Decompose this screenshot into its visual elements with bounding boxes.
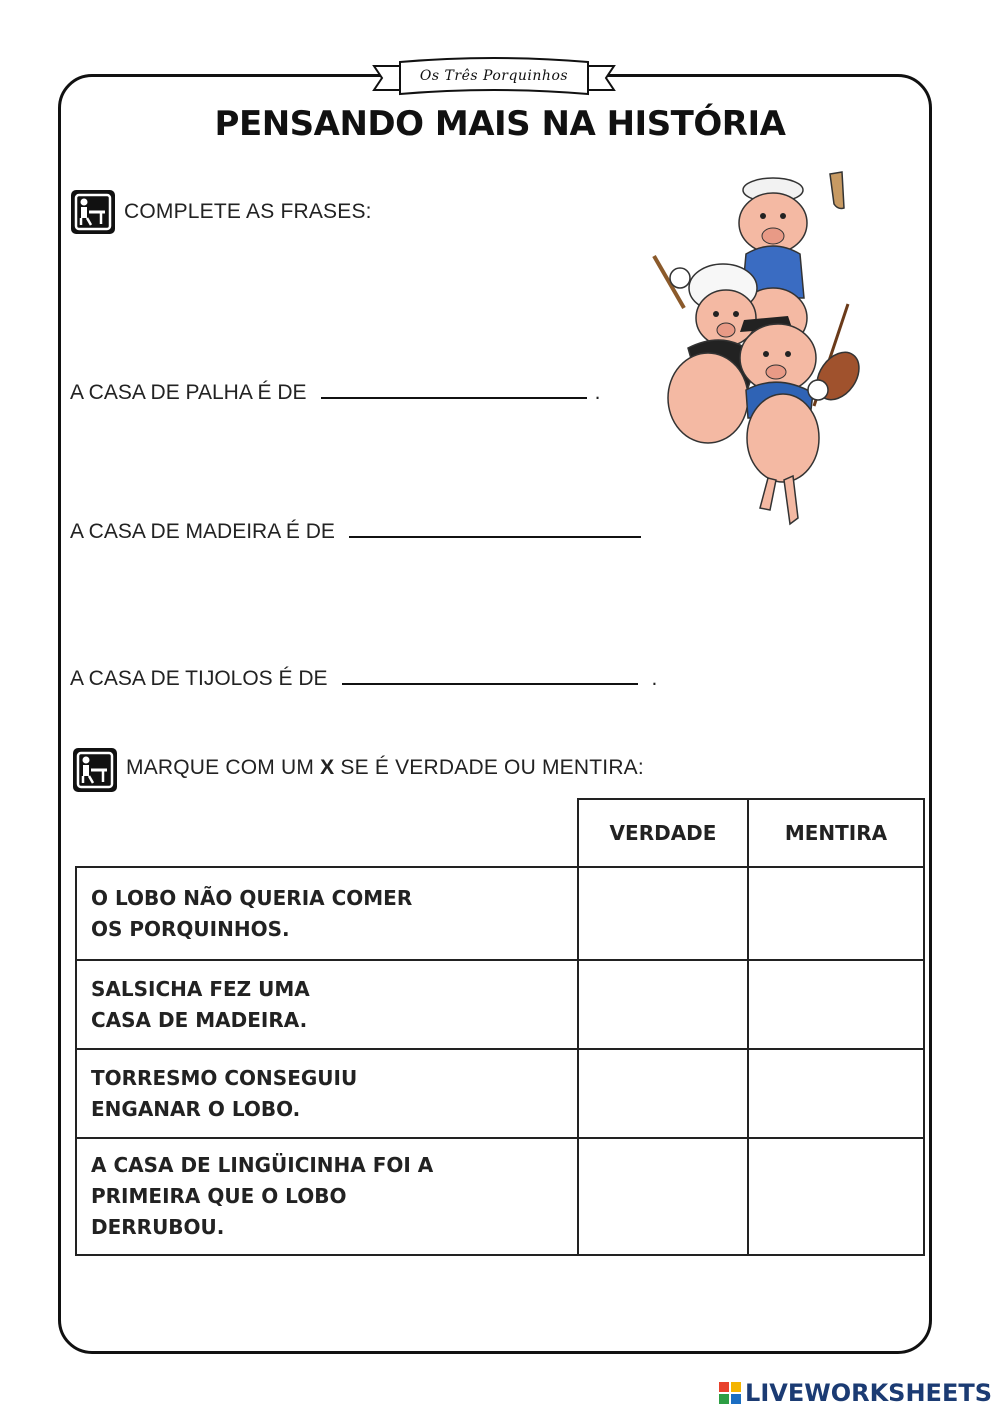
student-at-desk-icon (73, 748, 117, 792)
logo-text: LIVEWORKSHEETS (745, 1379, 992, 1407)
statement-line: CASA DE MADEIRA. (91, 1007, 308, 1032)
table-row (76, 960, 924, 1049)
logo-square (731, 1394, 741, 1404)
verdade-answer-cell[interactable] (578, 867, 748, 960)
statement-line: DERRUBOU. (91, 1215, 225, 1239)
statement-cell (76, 867, 578, 960)
sentence-palha (70, 374, 600, 405)
sentence-end: . (594, 381, 601, 405)
statement-line: OS PORQUINHOS. (91, 916, 290, 941)
statement-cell (76, 1049, 578, 1138)
table-row (76, 1138, 924, 1255)
statement-line: TORRESMO CONSEGUIU (91, 1065, 358, 1090)
instruction-complete: COMPLETE AS FRASES: (124, 200, 372, 223)
page-title: PENSANDO MAIS NA HISTÓRIA (214, 104, 786, 144)
statement-line: A CASA DE LINGÜICINHA FOI A (91, 1153, 434, 1177)
sentence-tijolos (70, 660, 657, 691)
three-little-pigs-illustration (648, 168, 908, 530)
logo-square (731, 1382, 741, 1392)
title-banner (372, 56, 616, 102)
verdade-answer-cell[interactable] (578, 960, 748, 1049)
sentence-text: A CASA DE MADEIRA É DE (70, 520, 335, 544)
statement-line: O LOBO NÃO QUERIA COMER (91, 885, 413, 910)
student-at-desk-icon (71, 190, 115, 234)
table-row (76, 867, 924, 960)
table-row (76, 1049, 924, 1138)
sentence-end: . (651, 667, 658, 691)
sentence-text: A CASA DE TIJOLOS É DE (70, 667, 328, 691)
statement-cell (76, 960, 578, 1049)
table-header-empty (76, 799, 578, 867)
verdade-answer-cell[interactable] (578, 1138, 748, 1255)
mentira-answer-cell[interactable] (748, 867, 924, 960)
logo-grid-icon (719, 1382, 741, 1404)
sentence-madeira (70, 513, 641, 544)
sentence-text: A CASA DE PALHA É DE (70, 381, 307, 405)
mentira-answer-cell[interactable] (748, 1049, 924, 1138)
verdade-answer-cell[interactable] (578, 1049, 748, 1138)
answer-blank-palha[interactable] (321, 374, 587, 399)
table-header-mentira: MENTIRA (748, 799, 924, 867)
instruction-x: X (320, 756, 335, 779)
banner-text: Os Três Porquinhos (419, 68, 569, 84)
instruction-true-false (126, 756, 644, 780)
statement-line: ENGANAR O LOBO. (91, 1096, 301, 1121)
true-false-table (75, 798, 925, 1256)
statement-cell (76, 1138, 578, 1255)
answer-blank-tijolos[interactable] (342, 660, 638, 685)
instruction-pre: MARQUE COM UM (126, 756, 315, 779)
mentira-answer-cell[interactable] (748, 1138, 924, 1255)
liveworksheets-logo (719, 1379, 992, 1407)
statement-line: SALSICHA FEZ UMA (91, 976, 310, 1001)
table-header-verdade: VERDADE (578, 799, 748, 867)
table-header-row (76, 799, 924, 867)
logo-square (719, 1394, 729, 1404)
mentira-answer-cell[interactable] (748, 960, 924, 1049)
logo-square (719, 1382, 729, 1392)
answer-blank-madeira[interactable] (349, 513, 641, 538)
statement-line: PRIMEIRA QUE O LOBO (91, 1184, 347, 1208)
instruction-post: SE É VERDADE OU MENTIRA: (340, 756, 644, 779)
